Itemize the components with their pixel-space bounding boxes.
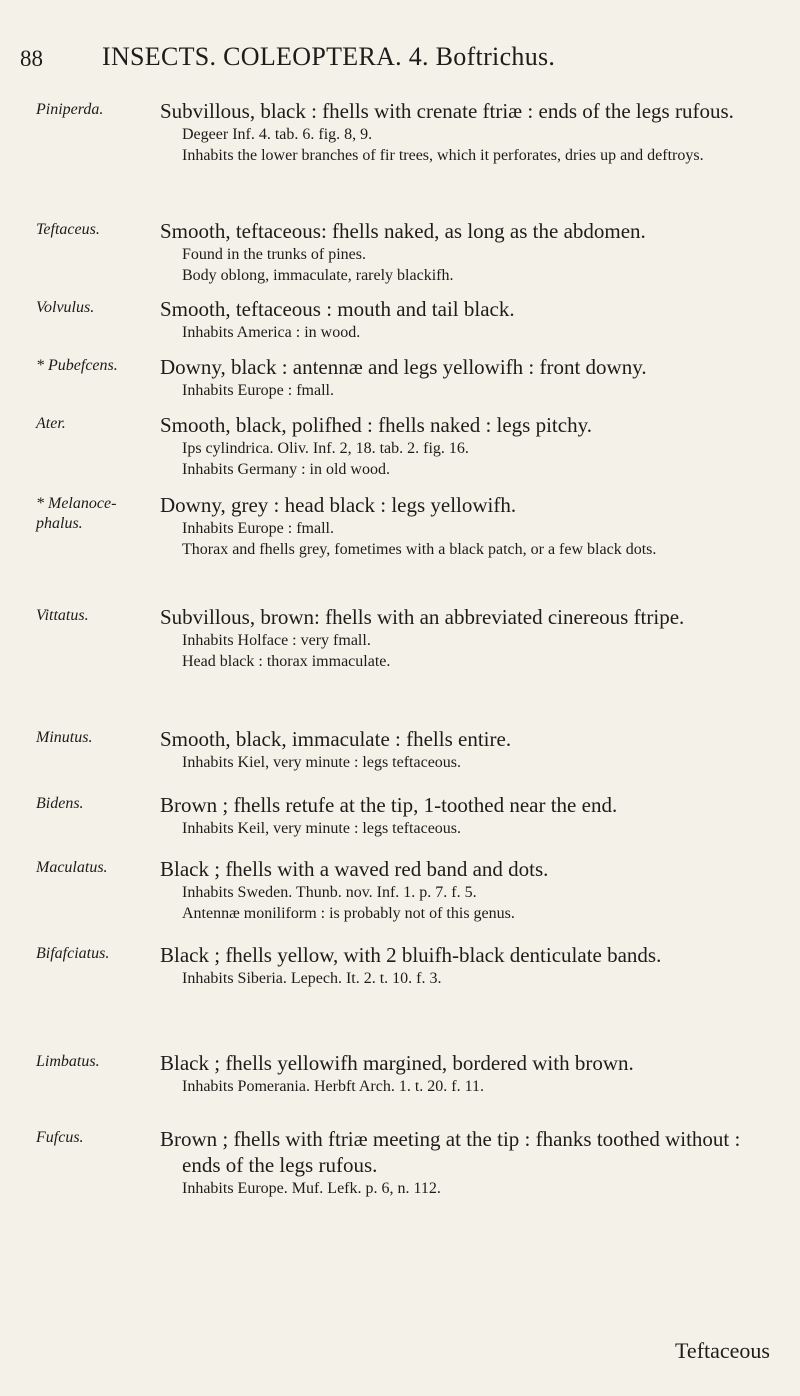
species-description: Brown ; fhells retufe at the tip, 1-toothed near the end. [160, 793, 618, 817]
species-description: Smooth, teftaceous: fhells naked, as long as the abdomen. [160, 219, 646, 243]
species-note: Thorax and fhells grey, fometimes with a black patch, or a few black dots. [182, 541, 657, 558]
species-name: Teftaceus. [36, 221, 100, 238]
species-name: Maculatus. [36, 859, 108, 876]
page-header [20, 40, 780, 84]
species-description: Subvillous, brown: fhells with an abbreviated cinereous ftripe. [160, 605, 685, 629]
species-body [160, 354, 780, 401]
species-note: Inhabits Siberia. Lepech. It. 2. t. 10. f. 3. [182, 970, 442, 987]
species-note: Inhabits America : in wood. [182, 324, 361, 341]
species-name: * Pubefcens. [36, 357, 118, 374]
species-name: Minutus. [36, 729, 93, 746]
species-description: Brown ; fhells with ftriæ meeting at the tip : fhanks toothed without : ends of the legs rufous. [160, 1127, 741, 1177]
species-note: Inhabits Europe : fmall. [182, 382, 334, 399]
species-note: Found in the trunks of pines. [182, 246, 366, 263]
species-body [160, 792, 780, 839]
running-head: INSECTS. COLEOPTERA. 4. Boftrichus. [102, 42, 556, 71]
species-body [160, 296, 780, 343]
species-note: Inhabits Kiel, very minute : legs teftaceous. [182, 754, 462, 771]
species-note: Inhabits Germany : in old wood. [182, 461, 390, 478]
species-note: Inhabits Pomerania. Herbft Arch. 1. t. 20. f. 11. [182, 1078, 485, 1095]
species-description: Downy, grey : head black : legs yellowifh. [160, 493, 517, 517]
page-number: 88 [20, 46, 43, 71]
species-description: Smooth, black, immaculate : fhells entire. [160, 727, 512, 751]
species-body [160, 942, 780, 989]
species-description: Smooth, teftaceous : mouth and tail black. [160, 297, 515, 321]
species-name: Fufcus. [36, 1129, 84, 1146]
catchword: Teftaceous [675, 1338, 770, 1363]
species-body [160, 1126, 780, 1199]
species-note: Inhabits Europe. Muf. Lefk. p. 6, n. 112. [182, 1180, 441, 1197]
species-body [160, 492, 780, 560]
species-note: Inhabits Europe : fmall. [182, 520, 334, 537]
species-name: * Melanoce-phalus. [36, 495, 117, 532]
species-description: Smooth, black, polifhed : fhells naked : legs pitchy. [160, 413, 592, 437]
species-note: Head black : thorax immaculate. [182, 653, 391, 670]
species-body [160, 604, 780, 672]
species-description: Subvillous, black : fhells with crenate ftriæ : ends of the legs rufous. [160, 99, 734, 123]
species-name: Limbatus. [36, 1053, 100, 1070]
species-note: Antennæ moniliform : is probably not of this genus. [182, 905, 515, 922]
species-body [160, 726, 780, 773]
species-body [160, 1050, 780, 1097]
species-note: Ips cylindrica. Oliv. Inf. 2, 18. tab. 2. fig. 16. [182, 440, 469, 457]
species-name: Bidens. [36, 795, 84, 812]
species-note: Inhabits Sweden. Thunb. nov. Inf. 1. p. 7. f. 5. [182, 884, 477, 901]
species-note: Inhabits Keil, very minute : legs teftaceous. [182, 820, 462, 837]
species-name: Piniperda. [36, 101, 104, 118]
species-note: Inhabits the lower branches of fir trees, which it perforates, dries up and deftroys. [182, 147, 704, 164]
species-body [160, 412, 780, 480]
species-note: Inhabits Holface : very fmall. [182, 632, 371, 649]
species-body [160, 856, 780, 924]
species-description: Downy, black : antennæ and legs yellowifh : front downy. [160, 355, 647, 379]
species-name: Ater. [36, 415, 66, 432]
species-note: Body oblong, immaculate, rarely blackifh. [182, 267, 454, 284]
species-name: Vittatus. [36, 607, 89, 624]
species-name: Bifafciatus. [36, 945, 110, 962]
species-description: Black ; fhells yellow, with 2 bluifh-black denticulate bands. [160, 943, 662, 967]
species-note: Degeer Inf. 4. tab. 6. fig. 8, 9. [182, 126, 373, 143]
species-body [160, 218, 780, 286]
species-body [160, 98, 780, 166]
species-name: Volvulus. [36, 299, 95, 316]
species-description: Black ; fhells with a waved red band and dots. [160, 857, 549, 881]
species-description: Black ; fhells yellowifh margined, bordered with brown. [160, 1051, 634, 1075]
